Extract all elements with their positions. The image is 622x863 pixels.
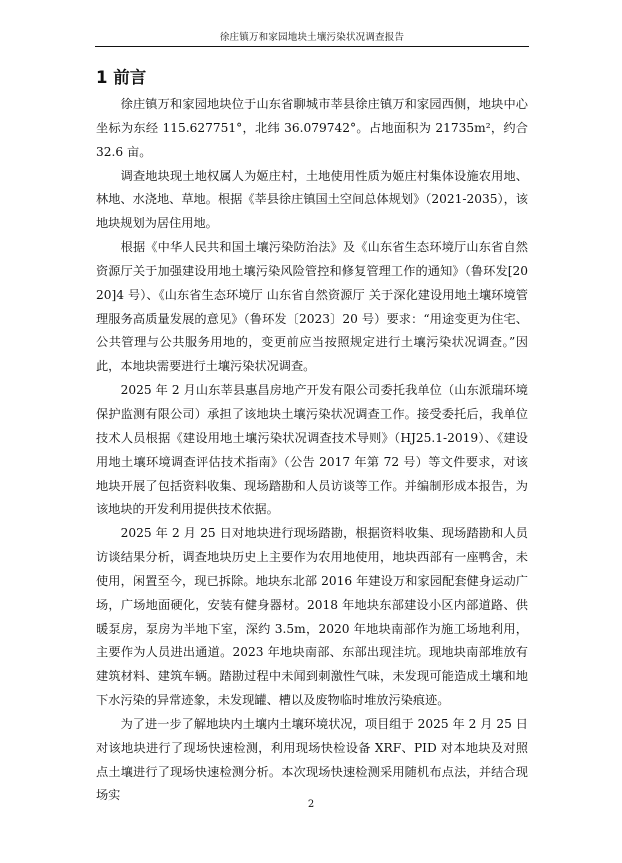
paragraph-regulations: 根据《中华人民共和国土壤污染防治法》及《山东省生态环境厅山东省自然资源厅关于加强建设用地土壤污染风险管控和修复管理工作的通知》（鲁环发[2020]4 号）、《山东省生态环境厅 山东省自然资源厅 关于深化建设用地土壤环境管理服务高质量发展的意见》（鲁环发〔2023〕20 号）要求：“用途变更为住宅、公共管理与公共服务用地的，变更前应当按照规定进行土壤污染状况调查。”因此，本地块需要进行土壤污染状况调查。 — [96, 240, 528, 374]
header-rule — [95, 46, 529, 47]
page-number: 2 — [307, 799, 315, 810]
running-header: 徐庄镇万和家园地块土壤污染状况调查报告 — [219, 32, 405, 43]
paragraph-commission: 2025 年 2 月山东莘县惠昌房地产开发有限公司委托我单位（山东派瑞环境保护监测有限公司）承担了该地块土壤污染状况调查工作。接受委托后，我单位技术人员根据《建设用地土壤污染状况调查技术导则》（HJ25.1-2019）、《建设用地土壤环境调查评估技术指南》（公告 2017 年第 72 号）等文件要求，对该地块开展了包括资料收集、现场踏勘和人员访谈等工作。并编制形成本报告，为该地块的开发利用提供技术依据。 — [96, 383, 528, 517]
paragraph-rapid-testing: 为了进一步了解地块内土壤内土壤环境状况，项目组于 2025 年 2 月 25 日对该地块进行了现场快速检测，利用现场快检设备 XRF、PID 对本地块及对照点土壤进行了现场快速检测分析。本次现场快速检测采用随机布点法，并结合现场实 — [96, 716, 528, 803]
section-heading: 1 前言 — [96, 68, 147, 87]
paragraph-location: 徐庄镇万和家园地块位于山东省聊城市莘县徐庄镇万和家园西侧，地块中心坐标为东经 115.627751°，北纬 36.079742°。占地面积为 21735m²，约合 32.6 亩。 — [96, 97, 528, 159]
paragraph-site-survey: 2025 年 2 月 25 日对地块进行现场踏勘，根据资料收集、现场踏勘和人员访谈结果分析，调查地块历史上主要作为农用地使用，地块西部有一座鸭舍，未使用，闲置至今，现已拆除。地块东北部 2016 年建设万和家园配套健身运动广场，广场地面硬化，安装有健身器材。2018 年地块东部建设小区内部道路、供暖泵房，泵房为半地下室，深约 3.5m，2020 年地块南部作为施工场地利用，主要作为人员进出通道。2023 年地块南部、东部出现洼坑。现地块南部堆放有建筑材料、建筑车辆。踏勘过程中未闻到刺激性气味，未发现可能造成土壤和地下水污染的异常迹象，未发现罐、槽以及废物临时堆放污染痕迹。 — [96, 526, 528, 708]
paragraph-ownership: 调查地块现土地权属人为姬庄村，土地使用性质为姬庄村集体设施农用地、林地、水浇地、草地。根据《莘县徐庄镇国土空间总体规划》（2021-2035），该地块规划为居住用地。 — [96, 168, 528, 231]
body-text — [96, 93, 528, 808]
